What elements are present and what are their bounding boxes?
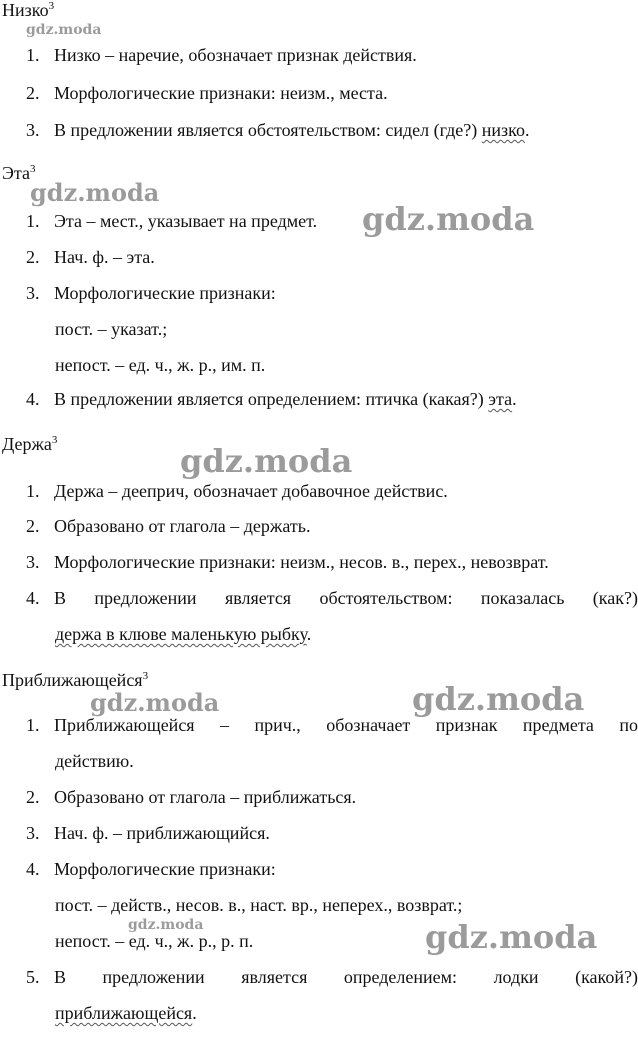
punctuation: .: [524, 120, 530, 140]
item-2: [26, 787, 356, 808]
item-text: Нач. ф. – эта.: [54, 247, 155, 267]
footnote-mark: 3: [48, 0, 55, 12]
variable-features: непост. – ед. ч., ж. р., р. п.: [55, 931, 254, 951]
punctuation: .: [192, 1003, 197, 1023]
item-3: [26, 552, 549, 573]
item-number: 3.: [26, 120, 40, 140]
item-text: Эта – мест., указывает на предмет.: [54, 211, 318, 231]
item-text: Морфологические признаки:: [54, 859, 276, 879]
item-number: 3.: [26, 283, 40, 303]
heading-text: Приближающейся: [2, 670, 143, 690]
watermark: gdz.moda: [362, 200, 535, 238]
item-3: [26, 823, 270, 844]
underlined-phrase: держа в клюве маленькую рыбку: [55, 624, 307, 644]
underlined-word: эта: [488, 389, 513, 409]
item-text: Образовано от глагола – держать.: [54, 516, 311, 536]
item-number: 3.: [26, 823, 40, 843]
item-text: Нач. ф. – приближающийся.: [54, 823, 270, 843]
heading-text: Держа: [2, 434, 52, 454]
item-text: В предложении является определением: птичка (какая?): [54, 389, 489, 409]
item-text: Приближающейся – прич., обозначает признак предмета по: [54, 715, 638, 735]
watermark: gdz.moda: [30, 178, 160, 207]
heading-derzha: [2, 434, 57, 455]
watermark: gdz.moda: [412, 680, 585, 718]
underlined-word: приближающейся: [55, 1003, 193, 1023]
punctuation: .: [306, 624, 312, 644]
item-text: Морфологические признаки: неизм., места.: [54, 83, 388, 103]
footnote-mark: 3: [29, 163, 36, 175]
footnote-mark: 3: [51, 434, 58, 446]
item-1: [26, 481, 448, 502]
item-text: Образовано от глагола – приближаться.: [54, 787, 357, 807]
item-3: [26, 283, 276, 304]
item-1: [26, 715, 638, 736]
item-4: [26, 859, 276, 880]
item-4-continuation: [55, 624, 311, 645]
item-text: Держа – дееприч, обозначает добавочное действис.: [54, 481, 448, 501]
item-number: 2.: [26, 516, 40, 536]
heading-text: Низко: [2, 0, 49, 20]
item-number: 2.: [26, 83, 40, 103]
item-1-continuation: действию.: [55, 751, 134, 771]
item-number: 5.: [26, 967, 40, 987]
item-2: [26, 516, 310, 537]
underlined-word: низко: [481, 120, 525, 140]
variable-features: непост. – ед. ч., ж. р., им. п.: [55, 355, 266, 375]
item-4: [26, 588, 638, 609]
item-number: 3.: [26, 552, 40, 572]
item-text: Морфологические признаки: неизм., несов. в., перех., невозврат.: [54, 552, 549, 572]
constant-features: пост. – указат.;: [55, 319, 168, 339]
item-number: 4.: [26, 389, 40, 409]
item-4: [26, 389, 517, 410]
item-1: [26, 211, 317, 232]
constant-features: пост. – действ., несов. в., наст. вр., неперех., возврат.;: [55, 895, 463, 915]
item-3: [26, 120, 529, 141]
watermark: gdz.moda: [90, 688, 220, 717]
item-number: 2.: [26, 247, 40, 267]
item-number: 2.: [26, 787, 40, 807]
item-2: [26, 247, 155, 268]
item-2: [26, 83, 388, 104]
watermark: gdz.moda: [425, 918, 598, 956]
item-text: Низко – наречие, обозначает признак действия.: [54, 45, 417, 65]
item-text: Морфологические признаки:: [54, 283, 276, 303]
punctuation: .: [512, 389, 517, 409]
item-1: [26, 45, 417, 66]
heading-text: Эта: [2, 163, 30, 183]
footnote-mark: 3: [142, 670, 149, 682]
item-number: 1.: [26, 715, 40, 735]
item-text: В предложении является определением: лодки (какой?): [54, 967, 638, 987]
item-5: [26, 967, 638, 988]
item-number: 1.: [26, 45, 40, 65]
watermark: gdz.moda: [180, 442, 353, 480]
item-5-continuation: [55, 1003, 197, 1024]
item-text: В предложении является обстоятельством: показалась (как?): [54, 588, 638, 608]
watermark: gdz.moda: [26, 22, 102, 38]
item-number: 1.: [26, 481, 40, 501]
heading-nizko: [2, 0, 54, 21]
item-number: 4.: [26, 859, 40, 879]
watermark: gdz.moda: [128, 917, 204, 933]
item-number: 1.: [26, 211, 40, 231]
item-text: В предложении является обстоятельством: сидел (где?): [54, 120, 482, 140]
item-number: 4.: [26, 588, 40, 608]
